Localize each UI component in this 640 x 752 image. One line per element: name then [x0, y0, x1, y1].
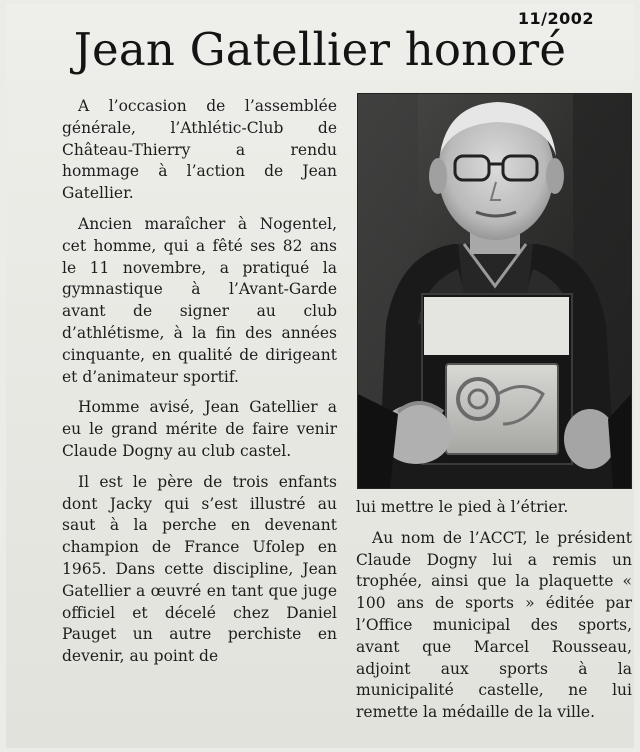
paragraph-4: Il est le père de trois enfants dont Jacky qui s’est illustré au saut à la perche en devenant champion de France Ufolep en 1965. Dans cette discipline, Jean Gatellier a œuvré en tant que juge officiel et décelé chez Daniel Pauget un autre perchiste en devenir, au point de — [62, 472, 337, 666]
headline: Jean Gatellier honoré — [73, 23, 567, 76]
article-column-left — [62, 96, 337, 677]
portrait-illustration — [358, 94, 631, 488]
article-column-right — [356, 497, 632, 733]
paragraph-2: Ancien maraîcher à Nogentel, cet homme, qui a fêté ses 82 ans le 11 novembre, a pratiqué la gymnastique à l’Avant-Garde avant de signer au club d’athlétisme, à la fin des années cinquante, en qualité de dirigeant et d’animateur sportif. — [62, 214, 337, 386]
paragraph-1: A l’occasion de l’assemblée générale, l’Athlétic-Club de Château-Thierry a rendu hommage à l’action de Jean Gatellier. — [62, 97, 337, 203]
photo-man-with-plaque — [357, 93, 632, 489]
paragraph-3: Homme avisé, Jean Gatellier a eu le grand mérite de faire venir Claude Dogny au club castel. — [62, 398, 337, 460]
date-stamp: 11/2002 — [517, 9, 594, 28]
paragraph-5: Au nom de l’ACCT, le président Claude Dogny lui a remis un trophée, ainsi que la plaquette « 100 ans de sports » éditée par l’Office municipal des sports, avant que Marcel Rousseau, adjoint aux sports à la municipalité castelle, ne lui remette la médaille de la ville. — [356, 528, 632, 722]
paragraph-4-continued: lui mettre le pied à l’étrier. — [356, 498, 569, 516]
